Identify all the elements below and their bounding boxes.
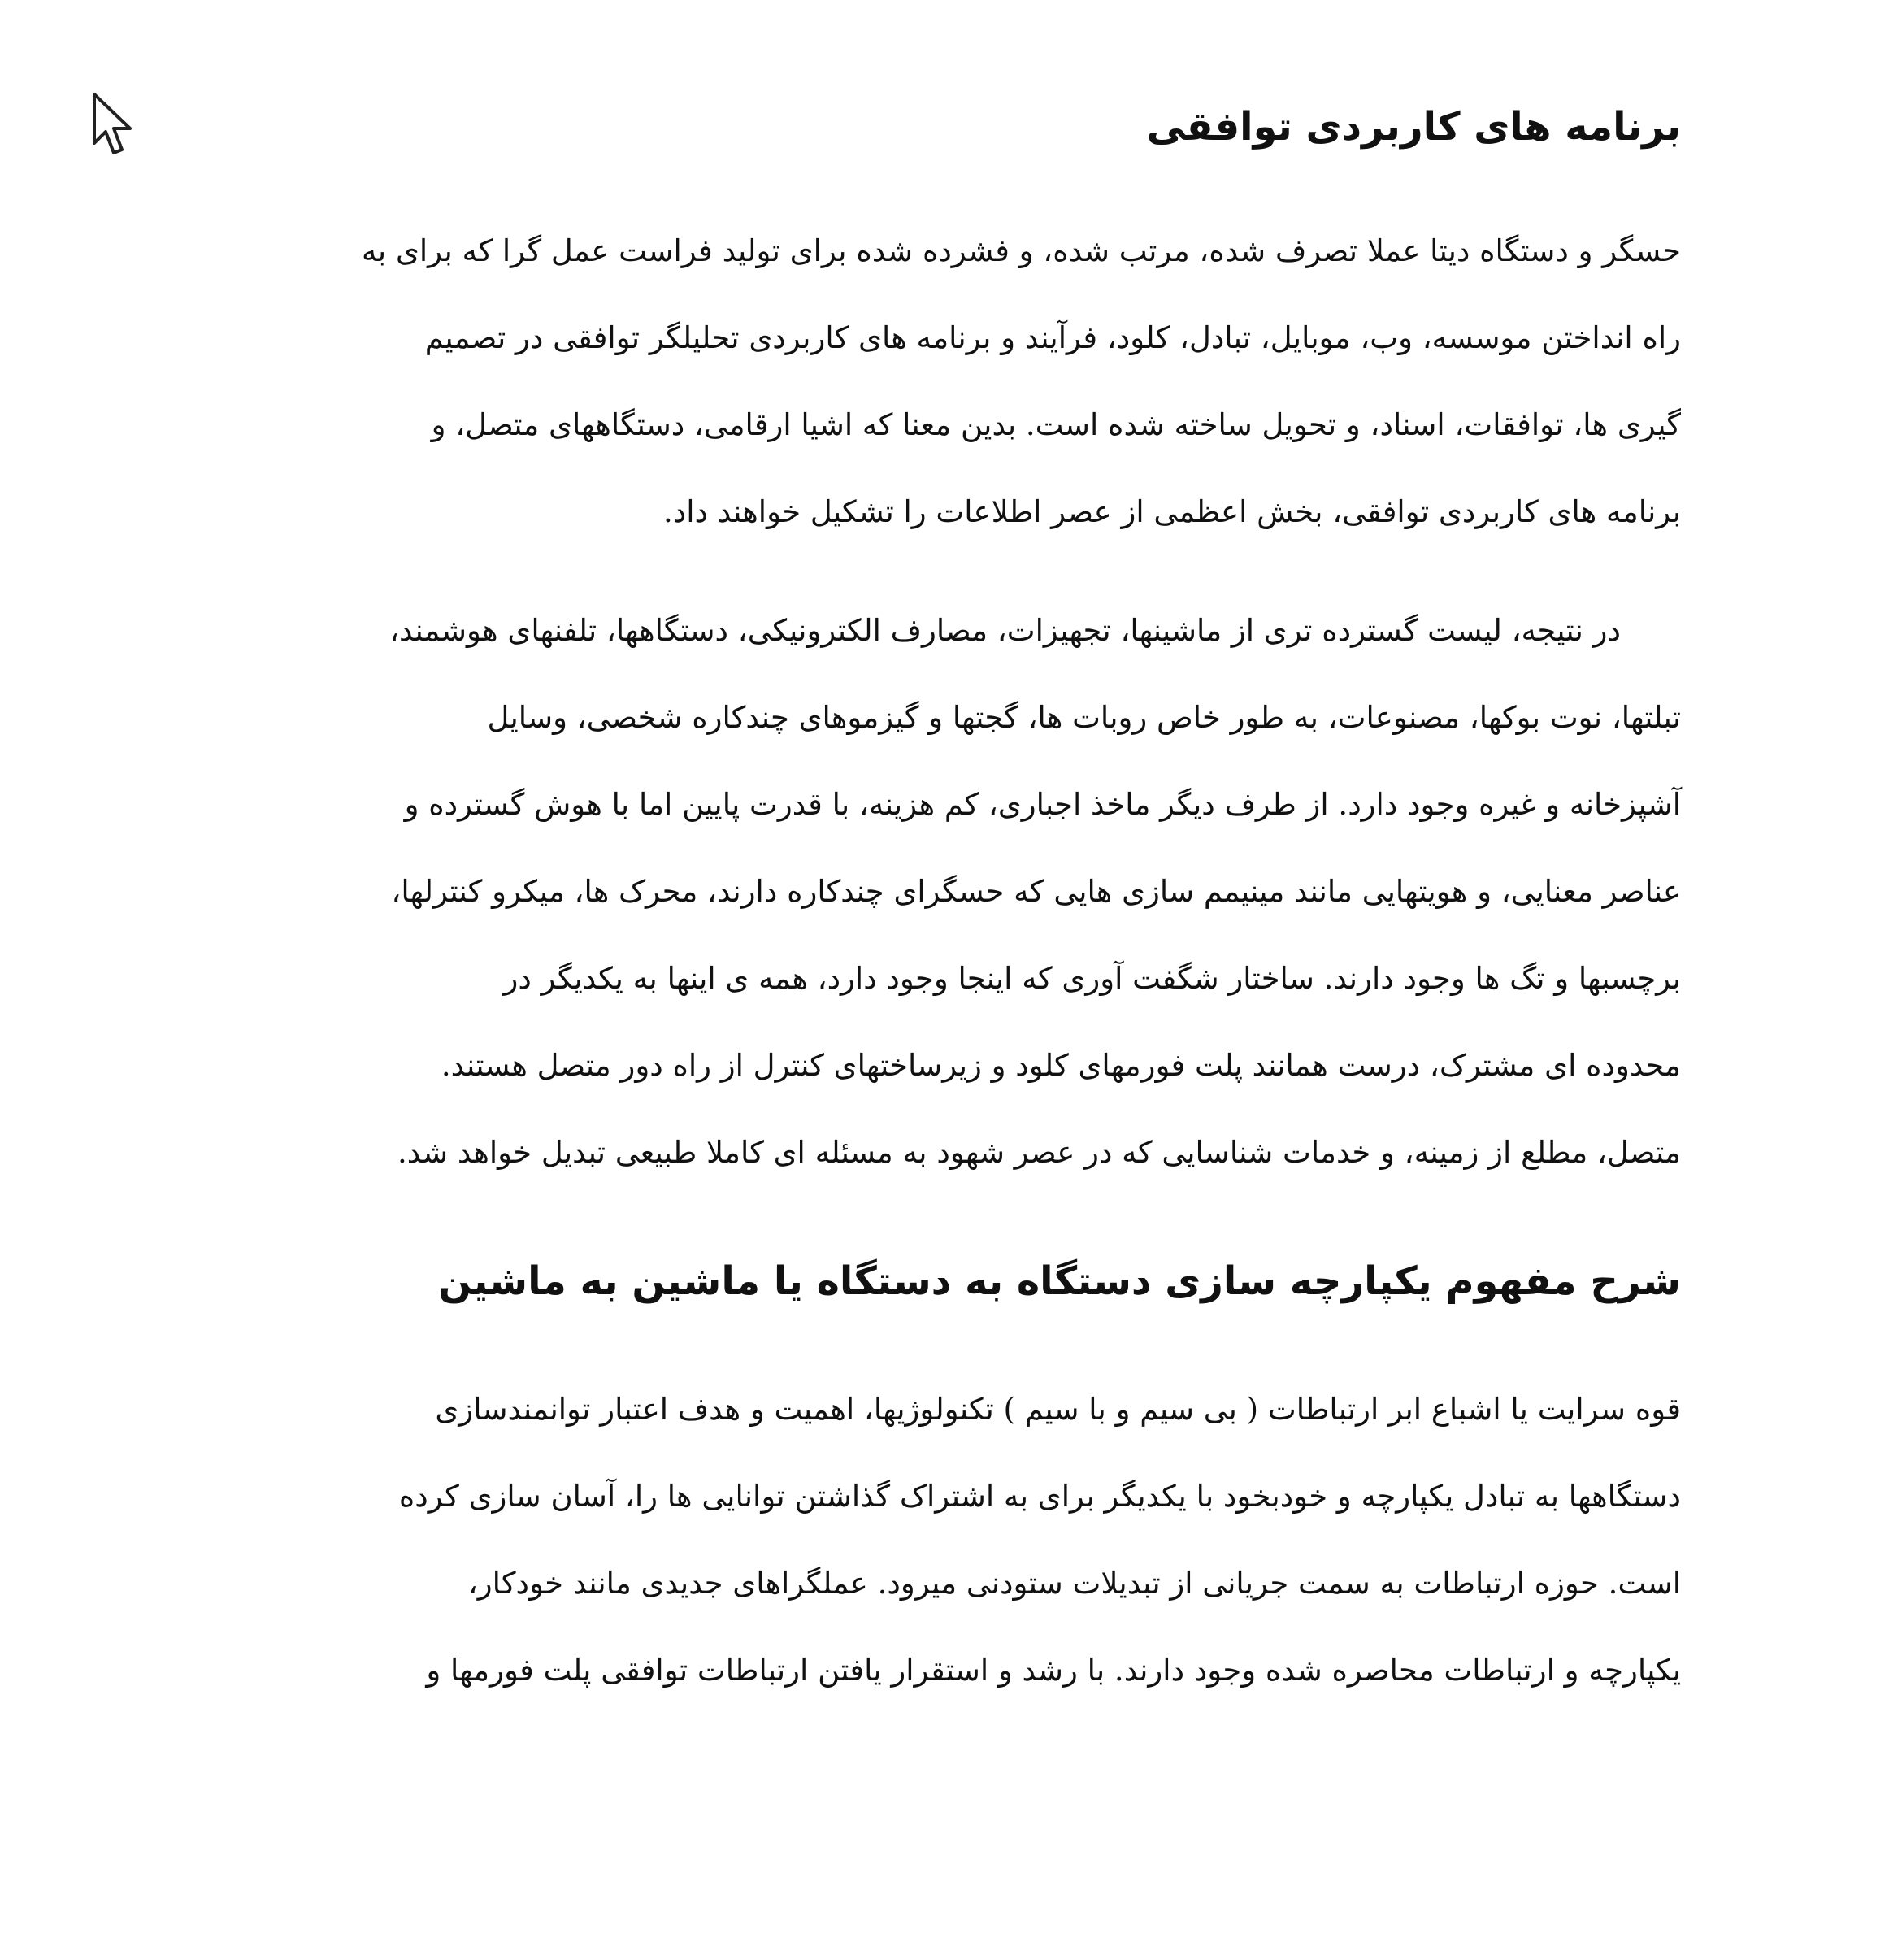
paragraph-3 <box>219 1366 1681 1714</box>
paragraph-line: متصل، مطلع از زمینه، و خدمات شناسایی که در عصر شهود به مسئله ای کاملا طبیعی تبدیل خواهد شد. <box>397 1135 1681 1170</box>
paragraph-line: در نتیجه، لیست گسترده تری از ماشینها، تجهیزات، مصارف الکترونیکی، دستگاهها، تلفنهای هوشمند، <box>389 613 1621 648</box>
section-heading-consensual-apps: برنامه های کاربردی توافقی <box>1146 104 1681 150</box>
paragraph-line: عناصر معنایی، و هویتهایی مانند مینیمم سازی هایی که حسگرای چندکاره دارند، محرک ها، میکرو کنترلها، <box>391 874 1681 909</box>
paragraph-line: دستگاهها به تبادل یکپارچه و خودبخود با یکدیگر برای به اشتراک گذاشتن توانایی ها را، آسان سازی کرده <box>398 1479 1681 1514</box>
paragraph-line: حسگر و دستگاه دیتا عملا تصرف شده، مرتب شده، و فشرده شده برای تولید فراست عمل گرا که برای به <box>362 233 1681 268</box>
paragraph-line: راه انداختن موسسه، وب، موبایل، تبادل، کلود، فرآیند و برنامه های کاربردی تحلیلگر توافقی در تصمیم <box>424 320 1681 355</box>
paragraph-line: تبلتها، نوت بوکها، مصنوعات، به طور خاص روبات ها، گجتها و گیزموهای چندکاره شخصی، وسایل <box>487 700 1681 735</box>
paragraph-line: برنامه های کاربردی توافقی، بخش اعظمی از عصر اطلاعات را تشکیل خواهند داد. <box>662 494 1681 529</box>
section-heading-m2m-integration: شرح مفهوم یکپارچه سازی دستگاه به دستگاه یا ماشین به ماشین <box>438 1258 1681 1304</box>
paragraph-line: گیری ها، توافقات، اسناد، و تحویل ساخته شده است. بدین معنا که اشیا ارقامی، دستگاههای متصل، و <box>431 407 1681 442</box>
paragraph-line: یکپارچه و ارتباطات محاصره شده وجود دارند. با رشد و استقرار یافتن ارتباطات توافقی پلت فورمها و <box>426 1653 1681 1688</box>
paragraph-line: محدوده ای مشترک، درست همانند پلت فورمهای کلود و زیرساختهای کنترل از راه دور متصل هستند. <box>441 1048 1681 1083</box>
mouse-pointer-icon <box>91 91 137 158</box>
paragraph-line: قوه سرایت یا اشباع ابر ارتباطات ( بی سیم و با سیم ) تکنولوژیها، اهمیت و هدف اعتبار توانمندسازی <box>435 1392 1681 1427</box>
paragraph-line: آشپزخانه و غیره وجود دارد. از طرف دیگر ماخذ اجباری، کم هزینه، با قدرت پایین اما با هوش گسترده و <box>404 787 1681 822</box>
paragraph-line: است. حوزه ارتباطات به سمت جریانی از تبدیلات ستودنی میرود. عملگراهای جدیدی مانند خودکار، <box>467 1566 1681 1601</box>
paragraph-2 <box>219 587 1681 1196</box>
paragraph-1 <box>219 207 1681 555</box>
paragraph-line: برچسبها و تگ ها وجود دارند. ساختار شگفت آوری که اینجا وجود دارد، همه ی اینها به یکدیگر در <box>503 961 1681 996</box>
